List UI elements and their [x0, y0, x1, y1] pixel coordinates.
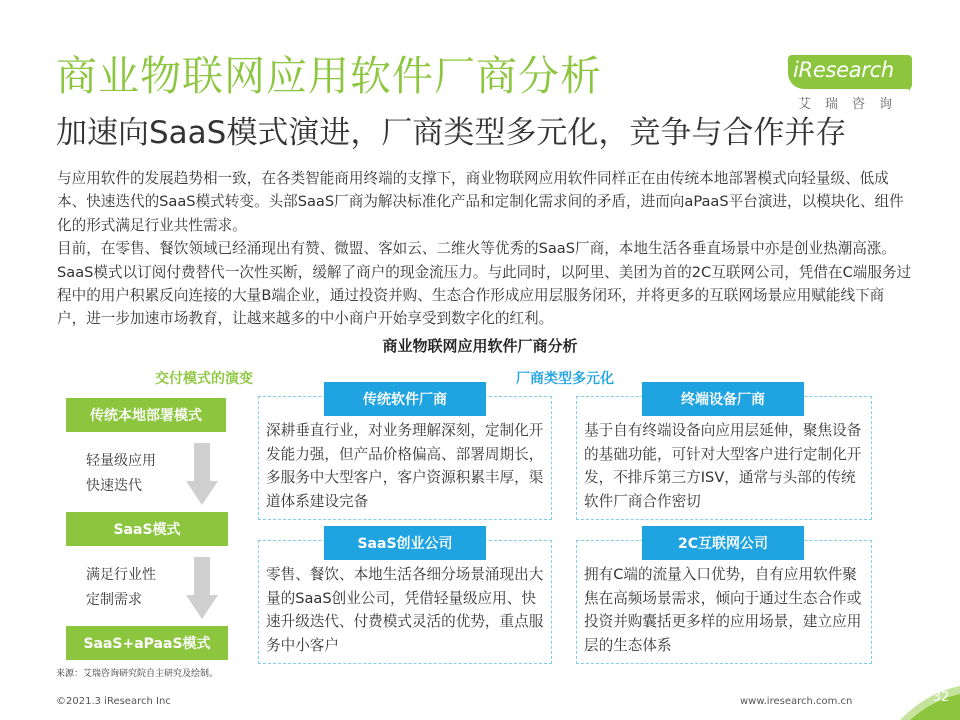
- iresearch-logo: [788, 55, 918, 113]
- card-2c-internet-label: [642, 526, 804, 560]
- card-2c-internet-text: 拥有C端的流量入口优势，自有应用软件聚焦在高频场景需求，倾向于通过生态合作或投资并购囊括更多样的应用场景，建立应用层的生态体系: [584, 566, 862, 654]
- card-2c-internet-label-text: 2C互联网公司: [677, 536, 768, 552]
- card-traditional-software-label-text: 传统软件厂商: [363, 392, 447, 408]
- card-terminal-device-text: 基于自有终端设备向应用层延伸，聚焦设备的基础功能，可针对大型客户进行定制化开发，不排斥第三方ISV，通常与头部的传统软件厂商合作密切: [584, 422, 862, 510]
- card-terminal-device-label: [642, 382, 804, 416]
- card-saas-startup-label-text: SaaS创业公司: [357, 536, 453, 552]
- logo-text: iResearch: [793, 58, 894, 82]
- down-arrow-icon: [186, 443, 218, 507]
- page-title: 商业物联网应用软件厂商分析: [56, 52, 602, 100]
- stage-note-1: 轻量级应用 快速迭代: [86, 453, 156, 494]
- copyright: ©2021.3 iResearch Inc: [56, 696, 171, 707]
- body-text: [57, 167, 913, 331]
- body-paragraph-2: 目前，在零售、餐饮领域已经涌现出有赞、微盟、客如云、二维火等优秀的SaaS厂商，本地生活各垂直场景中亦是创业热潮高涨。SaaS模式以订阅付费替代一次性买断，缓解了商户的现金流压力。与此同时，以阿里、美团为首的2C互联网公司，凭借在C端服务过程中的用户积累反向连接的大量B端企业，通过投资并购、生态合作形成应用层服务闭环，并将更多的互联网场景应用赋能线下商户，进一步加速市场教育，让越来越多的中小商户开始享受到数字化的红利。: [57, 240, 912, 328]
- website-url: www.iresearch.com.cn: [740, 696, 853, 707]
- figure-title: 商业物联网应用软件厂商分析: [382, 337, 578, 355]
- logo-subtext: 艾瑞咨询: [798, 97, 907, 112]
- body-paragraph-1: 与应用软件的发展趋势相一致，在各类智能商用终端的支撑下，商业物联网应用软件同样正在由传统本地部署模式向轻量级、低成本、快速迭代的SaaS模式转变。头部SaaS厂商为解决标准化产品和定制化需求间的矛盾，进而向aPaaS平台演进，以模块化、组件化的形式满足行业共性需求。: [57, 170, 904, 234]
- stage-saas-label: SaaS模式: [113, 522, 181, 538]
- logo-badge-tail: [894, 75, 910, 91]
- source-note: 来源：艾瑞咨询研究院自主研究及绘制。: [56, 669, 219, 679]
- card-saas-startup-text: 零售、餐饮、本地生活各细分场景涌现出大量的SaaS创业公司，凭借轻量级应用、快速升级迭代、付费模式灵活的优势，重点服务中小客户: [266, 566, 544, 654]
- card-saas-startup-label: [324, 526, 486, 560]
- stage-on-premise-label: 传统本地部署模式: [90, 408, 202, 424]
- vendor-types-heading: 厂商类型多元化: [516, 371, 614, 387]
- stage-note-2: 满足行业性 定制需求: [86, 567, 156, 608]
- stage-saas-apaas: [66, 626, 228, 660]
- stage-on-premise: [66, 398, 226, 432]
- down-arrow-icon: [186, 557, 218, 621]
- stage-saas-apaas-label: SaaS+aPaaS模式: [83, 636, 211, 652]
- delivery-heading: 交付模式的演变: [155, 371, 253, 387]
- page-subtitle: 加速向SaaS模式演进，厂商类型多元化，竞争与合作并存: [56, 115, 847, 151]
- stage-saas: [66, 512, 228, 546]
- page-number: 32: [932, 690, 950, 705]
- card-traditional-software-text: 深耕垂直行业，对业务理解深刻，定制化开发能力强，但产品价格偏高、部署周期长，多服务中大型客户，客户资源积累丰厚，渠道体系建设完备: [266, 422, 544, 510]
- card-terminal-device-label-text: 终端设备厂商: [681, 392, 765, 408]
- card-traditional-software-label: [324, 382, 486, 416]
